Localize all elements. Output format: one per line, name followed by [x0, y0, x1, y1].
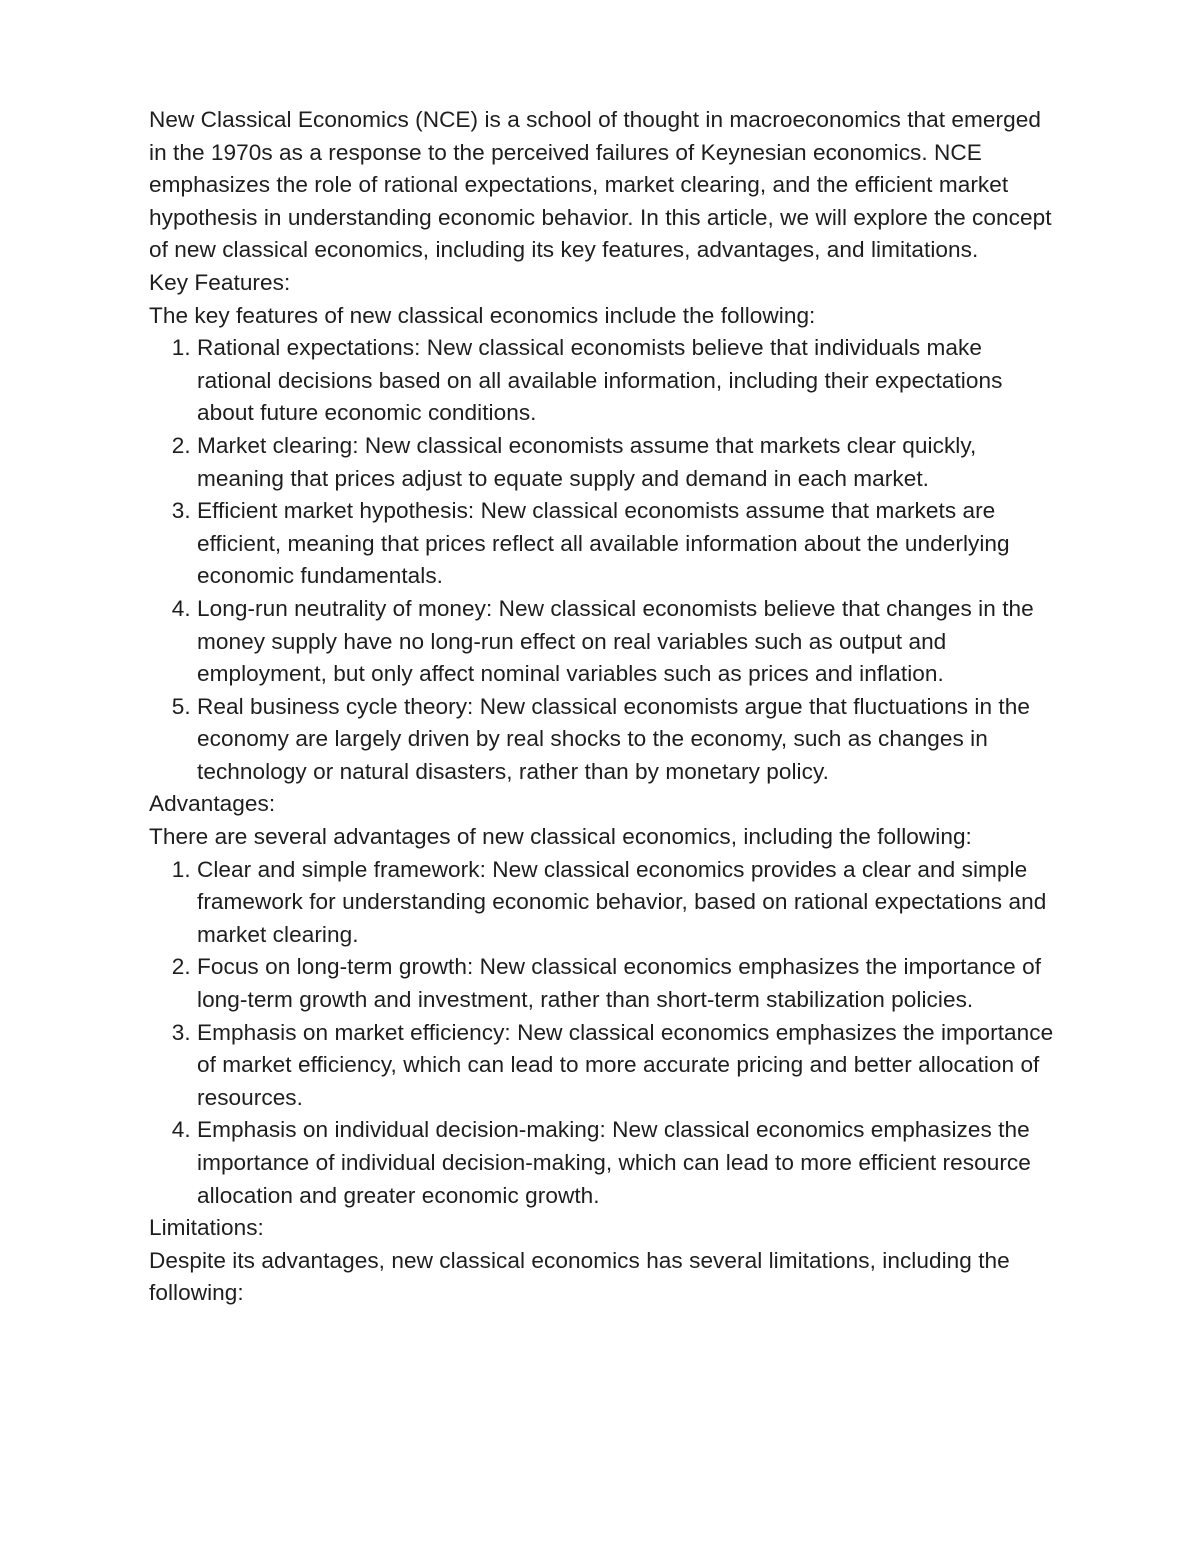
document-page — [149, 104, 1059, 1310]
key-feature-item: 5. Real business cycle theory: New classical economists argue that fluctuations in the economy are largely driven by real shocks to the economy, such as changes in technology or natural disasters, rather than by monetary policy. — [197, 691, 1059, 789]
key-feature-item: 2. Market clearing: New classical economists assume that markets clear quickly, meaning that prices adjust to equate supply and demand in each market. — [197, 430, 1059, 495]
limitations-lead: Despite its advantages, new classical economics has several limitations, including the following: — [149, 1247, 1010, 1306]
key-features-lead: The key features of new classical economics include the following: — [149, 302, 816, 328]
key-feature-item: 4. Long-run neutrality of money: New classical economists believe that changes in the money supply have no long-run effect on real variables such as output and employment, but only affect nominal variables such as prices and inflation. — [197, 593, 1059, 691]
key-feature-item: 3. Efficient market hypothesis: New classical economists assume that markets are efficient, meaning that prices reflect all available information about the underlying economic fundamentals. — [197, 495, 1059, 593]
advantages-heading: Advantages: — [149, 791, 276, 817]
limitations-heading: Limitations: — [149, 1215, 264, 1241]
advantages-list — [149, 854, 1059, 1213]
advantage-item: 3. Emphasis on market efficiency: New classical economics emphasizes the importance of market efficiency, which can lead to more accurate pricing and better allocation of resources. — [197, 1017, 1059, 1115]
advantage-item: 4. Emphasis on individual decision-making: New classical economics emphasizes the importance of individual decision-making, which can lead to more efficient resource allocation and greater economic growth. — [197, 1114, 1059, 1212]
advantage-item: 2. Focus on long-term growth: New classical economics emphasizes the importance of long-term growth and investment, rather than short-term stabilization policies. — [197, 951, 1059, 1016]
key-feature-item: 1. Rational expectations: New classical economists believe that individuals make rational decisions based on all available information, including their expectations about future economic conditions. — [197, 332, 1059, 430]
advantages-lead: There are several advantages of new classical economics, including the following: — [149, 824, 972, 850]
key-features-list — [149, 332, 1059, 788]
intro-paragraph: New Classical Economics (NCE) is a school of thought in macroeconomics that emerged in the 1970s as a response to the perceived failures of Keynesian economics. NCE emphasizes the role of rational expectations, market clearing, and the efficient market hypothesis in understanding economic behavior. In this article, we will explore the concept of new classical economics, including its key features, advantages, and limitations. — [149, 107, 1052, 263]
key-features-heading: Key Features: — [149, 269, 291, 295]
advantage-item: 1. Clear and simple framework: New classical economics provides a clear and simple framework for understanding economic behavior, based on rational expectations and market clearing. — [197, 854, 1059, 952]
